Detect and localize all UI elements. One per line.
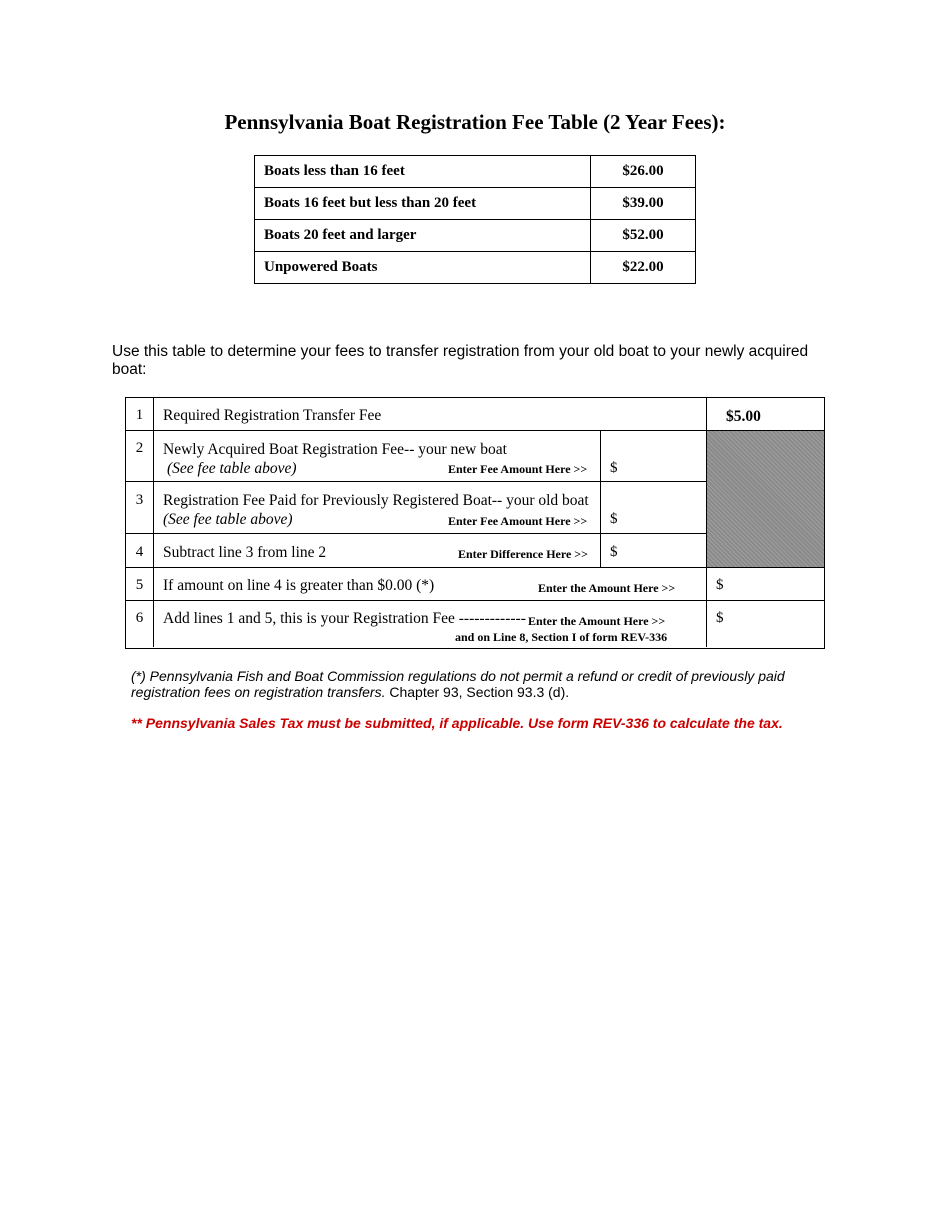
line-5-label: If amount on line 4 is greater than $0.00 (*) xyxy=(163,577,435,594)
line-number: 6 xyxy=(135,610,144,626)
line-number: 5 xyxy=(135,577,144,593)
fee-row xyxy=(255,156,696,188)
line-5-prompt: Enter the Amount Here >> xyxy=(538,581,676,595)
row-divider xyxy=(126,567,824,568)
fee-row-label: Boats less than 16 feet xyxy=(255,156,591,188)
row-divider xyxy=(126,533,707,534)
row-divider xyxy=(126,430,824,431)
line-2-label: Newly Acquired Boat Registration Fee-- your new boat xyxy=(163,441,507,458)
line-2-note: (See fee table above) xyxy=(167,460,297,477)
line-2-prompt: Enter Fee Amount Here >> xyxy=(448,462,588,476)
fee-row-amount: $22.00 xyxy=(591,252,696,284)
fee-row-label: Unpowered Boats xyxy=(255,252,591,284)
transfer-fee-table xyxy=(125,397,825,649)
line-4-label: Subtract line 3 from line 2 xyxy=(163,544,327,561)
transfer-instructions: Use this table to determine your fees to transfer registration from your old boat to your newly acquired boat: xyxy=(112,343,809,378)
line-number: 4 xyxy=(135,544,144,560)
column-divider xyxy=(600,430,601,567)
footnote-citation: Chapter 93, Section 93.3 (d). xyxy=(385,684,570,700)
fee-row-amount: $26.00 xyxy=(591,156,696,188)
line-1-label: Required Registration Transfer Fee xyxy=(163,407,382,424)
column-divider xyxy=(706,398,707,647)
transfer-fee-amount: $5.00 xyxy=(726,408,761,425)
line-4-prompt: Enter Difference Here >> xyxy=(458,547,588,561)
footnote-italic: (*) Pennsylvania Fish and Boat Commission regulations do not permit a refund or credit of previously paid registration fees on registration transfers. xyxy=(131,668,785,700)
sales-tax-note: ** Pennsylvania Sales Tax must be submitted, if applicable. Use form REV-336 to calculate the tax. xyxy=(131,715,783,731)
line-6-prompt-2: and on Line 8, Section I of form REV-336 xyxy=(455,630,668,644)
line-6-label: Add lines 1 and 5, this is your Registration Fee ------------- xyxy=(163,610,526,627)
fee-row xyxy=(255,220,696,252)
fee-row xyxy=(255,252,696,284)
line-6-prompt: Enter the Amount Here >> xyxy=(528,614,666,628)
line-number: 1 xyxy=(135,407,144,423)
line-number: 3 xyxy=(135,492,144,508)
fee-row-amount: $52.00 xyxy=(591,220,696,252)
fee-row-label: Boats 16 feet but less than 20 feet xyxy=(255,188,591,220)
row-divider xyxy=(126,481,707,482)
fee-row xyxy=(255,188,696,220)
line-4-amount-field[interactable]: $ xyxy=(610,544,618,560)
line-3-amount-field[interactable]: $ xyxy=(610,511,618,527)
row-divider xyxy=(126,600,824,601)
line-6-amount-field[interactable]: $ xyxy=(716,610,724,626)
line-2-amount-field[interactable]: $ xyxy=(610,460,618,476)
shaded-area xyxy=(707,431,824,568)
fee-row-label: Boats 20 feet and larger xyxy=(255,220,591,252)
refund-footnote xyxy=(131,668,831,700)
line-3-label: Registration Fee Paid for Previously Registered Boat-- your old boat xyxy=(163,492,589,509)
line-5-amount-field[interactable]: $ xyxy=(716,577,724,593)
page-title: Pennsylvania Boat Registration Fee Table (2 Year Fees): xyxy=(224,110,726,134)
fee-table xyxy=(254,155,696,284)
line-3-note: (See fee table above) xyxy=(163,511,293,528)
line-number: 2 xyxy=(135,440,144,456)
column-divider xyxy=(153,398,154,647)
fee-row-amount: $39.00 xyxy=(591,188,696,220)
line-3-prompt: Enter Fee Amount Here >> xyxy=(448,514,588,528)
